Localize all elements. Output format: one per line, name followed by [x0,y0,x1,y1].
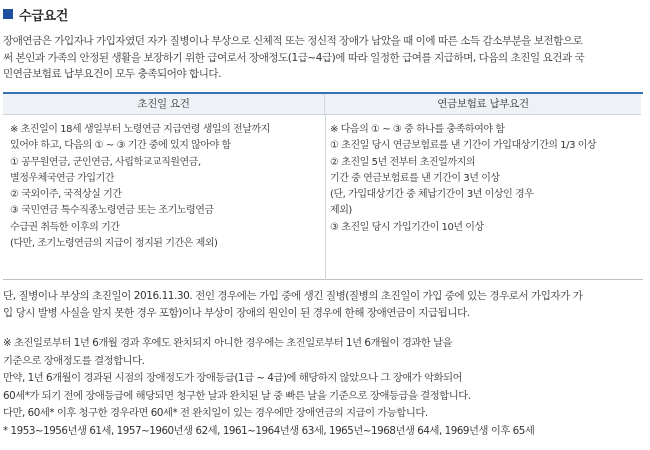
cell-line: ※ 초진일이 18세 생일부터 노령연금 지급연령 생일의 전날까지 [10,124,270,135]
note-line: 기준으로 장애정도를 결정합니다. [3,354,145,367]
note-line: ※ 초진일로부터 1년 6개월 경과 후에도 완치되지 아니한 경우에는 초진일로부터 1년 6개월이 경과한 날을 [3,337,453,349]
cell-line: 기간 중 연금보험료를 낸 기간이 3년 이상 [330,172,500,184]
cell-line: ② 국외이주, 국적상실 기간 [10,189,122,201]
age-table-line: * 1953~1956년생 61세, 1957~1960년생 62세, 1961~1964년생 63세, 1965년~1968년생 64세, 1969년생 이후 65세 [3,424,535,437]
cell-line: 제외) [330,205,352,217]
section-title: 수급요건 [19,8,69,24]
cell-line: 별정우체국연금 가입기간 [10,172,115,184]
table-header-contribution: 연금보험료 납부요건 [325,94,641,115]
cell-line: (다만, 조기노령연금의 지급이 정지된 기간은 제외) [10,238,218,250]
intro-line: 장애연금은 가입자나 가입자였던 자가 질병이나 부상으로 신체적 또는 정신적 장애가 남았을 때 이에 따른 소득 감소부분을 보전함으로 [3,35,583,47]
cell-line: ② 초진일 5년 전부터 초진일까지의 [330,156,476,168]
note-line: 60세*가 되기 전에 장애등급에 해당되면 청구한 날과 완치된 날 중 빠른 날을 기준으로 장애등급을 결정합니다. [3,389,471,402]
exception-note [3,288,643,322]
requirements-table [3,92,643,280]
note-line: 단, 질병이나 부상의 초진일이 2016.11.30. 전인 경우에는 가입 중에 생긴 질병(질병의 초진일이 가입 중에 있는 경우로서 가입자가 가 [3,290,583,302]
cell-line: ① 초진일 당시 연금보험료를 낸 기간이 가입대상기간의 1/3 이상 [330,140,597,152]
first-visit-requirements-cell [10,122,322,252]
contribution-requirements-cell [330,122,638,236]
note-line: 만약, 1년 6개월이 경과된 시점의 장애정도가 장애등급(1급 ~ 4급)에 해당하지 않았으나 그 장애가 악화되어 [3,372,463,384]
cell-line: ③ 초진일 당시 가입기간이 10년 이상 [330,221,484,233]
column-divider [325,115,326,280]
cell-line: ① 공무원연금, 군인연금, 사립학교교직원연금, [10,156,201,168]
note-line: 다만, 60세* 이후 청구한 경우라면 60세* 전 완치일이 있는 경우에만 장애연금의 지급이 가능합니다. [3,407,428,419]
disability-grade-note [3,335,643,440]
cell-line: ③ 국민연금 특수직종노령연금 또는 조기노령연금 [10,205,214,217]
cell-line: 있어야 하고, 다음의 ① ~ ③ 기간 중에 있지 않아야 함 [10,140,231,152]
cell-line: (단, 가입대상기간 중 체납기간이 3년 이상인 경우 [330,189,534,201]
cell-line: ※ 다음의 ① ~ ③ 중 하나를 충족하여야 함 [330,124,505,135]
intro-paragraph [3,33,643,83]
square-bullet-icon [3,9,13,19]
table-header-first-visit: 초진일 요건 [3,94,325,115]
section-header [3,4,68,24]
note-line: 입 당시 발병 사실을 알지 못한 경우 포함)이나 부상이 장애의 원인이 된 경우에 한해 장애연금이 지급됩니다. [3,307,470,319]
cell-line: 수급권 취득한 이후의 기간 [10,221,120,233]
intro-line: 써 본인과 가족의 안정된 생활을 보장하기 위한 급여로서 장애정도(1급~4급)에 따라 일정한 급여를 지급하며, 다음의 초진일 요건과 국 [3,51,585,64]
intro-line: 민연금보험료 납부요건이 모두 충족되어야 합니다. [3,68,221,80]
